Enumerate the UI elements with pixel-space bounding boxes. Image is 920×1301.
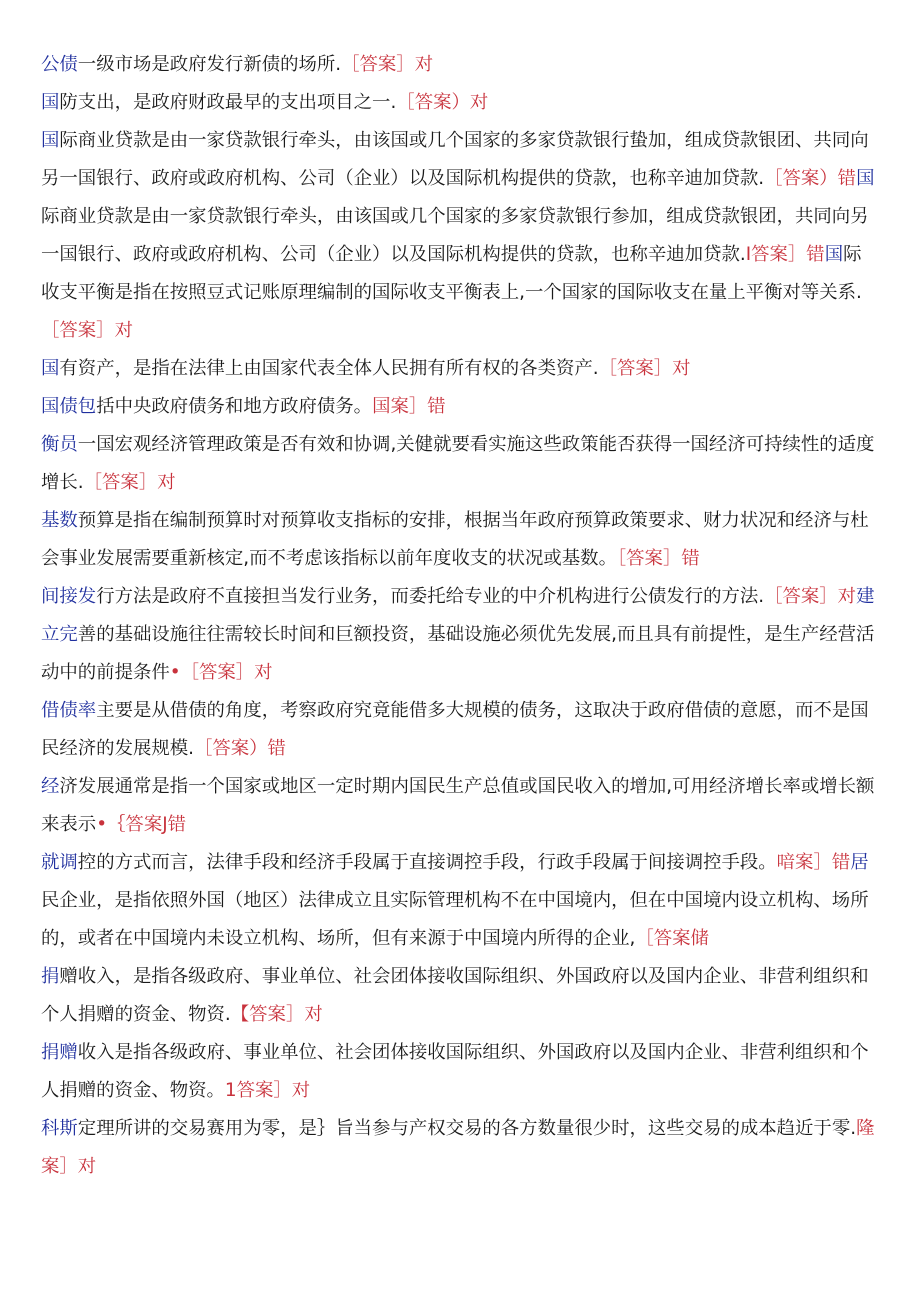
question-text: 增长.: [41, 472, 84, 493]
text-line: [41, 844, 883, 882]
question-text: 一国宏观经济管理政策是否有效和协调,关健就要看实施这些政策能否获得一国经济可持续性的适度: [77, 434, 875, 455]
text-line: [41, 1072, 883, 1110]
question-lead-text: 衡员: [41, 434, 78, 455]
question-text: 民企业，是指依照外国（地区）法律成立且实际管理机构不在中国境内，但在中国境内设立机构、场所: [41, 890, 869, 911]
question-text: 的，或者在中国境内未设立机构、场所，但有来源于中国境内所得的企业,: [41, 928, 636, 949]
question-text: 会事业发展需要重新核定,而不考虑该指标以前年度收支的状况或基数。: [41, 548, 617, 569]
question-lead-text: 国债包: [41, 396, 97, 417]
text-line: [41, 654, 883, 692]
question-text: 预算是指在编制预算时对预算收支指标的安排，根据当年政府预算政策要求、财力状况和经济与杜: [77, 510, 869, 531]
question-lead-text: 科斯: [41, 1118, 78, 1139]
question-lead-text: 经: [41, 776, 60, 797]
text-line: [41, 350, 883, 388]
question-lead-text: 立完: [41, 624, 78, 645]
question-text: 收入是指各级政府、事业单位、社会团体接收国际组织、外国政府以及国内企业、非营利组织和个: [77, 1042, 869, 1063]
text-line: [41, 1110, 883, 1148]
answer-mark: ［答案］对: [341, 54, 434, 75]
question-lead-text: 国: [856, 168, 875, 189]
answer-mark: 【答案］对: [230, 1004, 323, 1025]
question-text: 收支平衡是指在按照豆式记账原理编制的国际收支平衡表上,一个国家的国际收支在量上平衡对等关系.: [41, 282, 862, 303]
answer-mark: ［答案］对: [41, 320, 133, 341]
text-line: [41, 84, 883, 122]
text-line: [41, 236, 883, 274]
question-text: 际商业贷款是由一家贷款银行牵头，由该国或几个国家的多家贷款银行蛰加，组成贷款银团、共同向: [59, 130, 869, 151]
text-line: [41, 768, 883, 806]
question-lead-text: 捐赠: [41, 1042, 78, 1063]
text-line: [41, 122, 883, 160]
question-text: 控的方式而言，法律手段和经济手段属于直接调控手段，行政手段属于间接调控手段。: [77, 852, 777, 873]
text-line: [41, 958, 883, 996]
text-line: [41, 198, 883, 236]
document-page: [41, 46, 883, 1186]
answer-mark: I答案］错: [745, 244, 825, 265]
question-lead-text: 捐: [41, 966, 60, 987]
answer-mark: 1答案］对: [224, 1080, 311, 1101]
text-line: [41, 1034, 883, 1072]
text-line: [41, 160, 883, 198]
question-text: 定理所讲的交易赛用为零，是｝旨当参与产权交易的各方数量很少时，这些交易的成本趋近于零.: [77, 1118, 857, 1139]
question-text: 民经济的发展规模.: [41, 738, 194, 759]
question-lead-text: 就调: [41, 852, 78, 873]
text-line: [41, 540, 883, 578]
answer-mark: •［答案］对: [169, 662, 273, 683]
text-line: [41, 464, 883, 502]
text-line: [41, 996, 883, 1034]
answer-mark: 隆: [856, 1118, 875, 1139]
text-line: [41, 920, 883, 958]
question-lead-text: 基数: [41, 510, 78, 531]
text-line: [41, 312, 883, 350]
question-lead-text: 公债: [41, 54, 78, 75]
question-text: 个人捐赠的资金、物资.: [41, 1004, 231, 1025]
question-lead-text: 居: [850, 852, 869, 873]
text-line: [41, 616, 883, 654]
question-text: 善的基础设施往往需较长时间和巨额投资，基础设施必须优先发展,而且具有前提性，是生产经营活: [77, 624, 875, 645]
question-text: 际: [843, 244, 862, 265]
answer-mark: ［答案）错: [193, 738, 286, 759]
text-line: [41, 806, 883, 844]
question-lead-text: 间接发: [41, 586, 97, 607]
question-text: 防支出，是政府财政最早的支出项目之一.: [59, 92, 397, 113]
text-line: [41, 692, 883, 730]
question-text: 赠收入，是指各级政府、事业单位、社会团体接收国际组织、外国政府以及国内企业、非营利组织和: [59, 966, 869, 987]
question-text: 动中的前提条件: [41, 662, 170, 683]
question-lead-text: 国: [824, 244, 844, 265]
answer-mark: 喑案］错: [776, 852, 851, 873]
question-text: 另一国银行、政府或政府机构、公司（企业）以及国际机构提供的贷款，也称辛迪加贷款.: [41, 168, 765, 189]
question-lead-text: 国: [41, 358, 60, 379]
question-text: 际商业贷款是由一家贷款银行牵头，由该国或几个国家的多家贷款银行参加，组成贷款银团，共同向另: [41, 206, 869, 227]
answer-mark: ［答案］对: [764, 586, 857, 607]
question-text: 行方法是政府不直接担当发行业务，而委托给专业的中介机构进行公债发行的方法.: [96, 586, 765, 607]
question-text: 济发展通常是指一个国家或地区一定时期内国民生产总值或国民收入的增加,可用经济增长率或增长额: [59, 776, 875, 797]
question-lead-text: 国: [41, 92, 60, 113]
answer-mark: •｛答案J错: [96, 814, 187, 835]
text-line: [41, 578, 883, 616]
text-line: [41, 426, 883, 464]
text-line: [41, 388, 883, 426]
question-text: 人捐赠的资金、物资。: [41, 1080, 225, 1101]
text-line: [41, 730, 883, 768]
question-text: 有资产，是指在法律上由国家代表全体人民拥有所有权的各类资产.: [59, 358, 599, 379]
answer-mark: ［答案）对: [396, 92, 489, 113]
answer-mark: ［答案储: [635, 928, 709, 949]
question-lead-text: 国: [41, 130, 60, 151]
answer-mark: ［答案］对: [598, 358, 691, 379]
question-text: 来表示: [41, 814, 97, 835]
answer-mark: ［答案］错: [616, 548, 700, 569]
question-text: 括中央政府债务和地方政府债务。: [96, 396, 373, 417]
text-line: [41, 502, 883, 540]
answer-mark: ［答案）错: [764, 168, 857, 189]
answer-mark: ［答案］对: [83, 472, 176, 493]
text-line: [41, 882, 883, 920]
question-text: 一级市场是政府发行新债的场所.: [77, 54, 342, 75]
text-line: [41, 1148, 883, 1186]
answer-mark: 案］对: [41, 1156, 97, 1177]
question-lead-text: 建: [856, 586, 875, 607]
question-text: 主要是从借债的角度，考察政府究竟能借多大规模的债务，这取决于政府借债的意愿，而不是国: [96, 700, 869, 721]
text-line: [41, 274, 883, 312]
question-text: 一国银行、政府或政府机构、公司（企业）以及国际机构提供的贷款，也称辛迪加贷款.: [41, 244, 746, 265]
question-lead-text: 借债率: [41, 700, 97, 721]
text-line: [41, 46, 883, 84]
answer-mark: 国案］错: [372, 396, 446, 417]
